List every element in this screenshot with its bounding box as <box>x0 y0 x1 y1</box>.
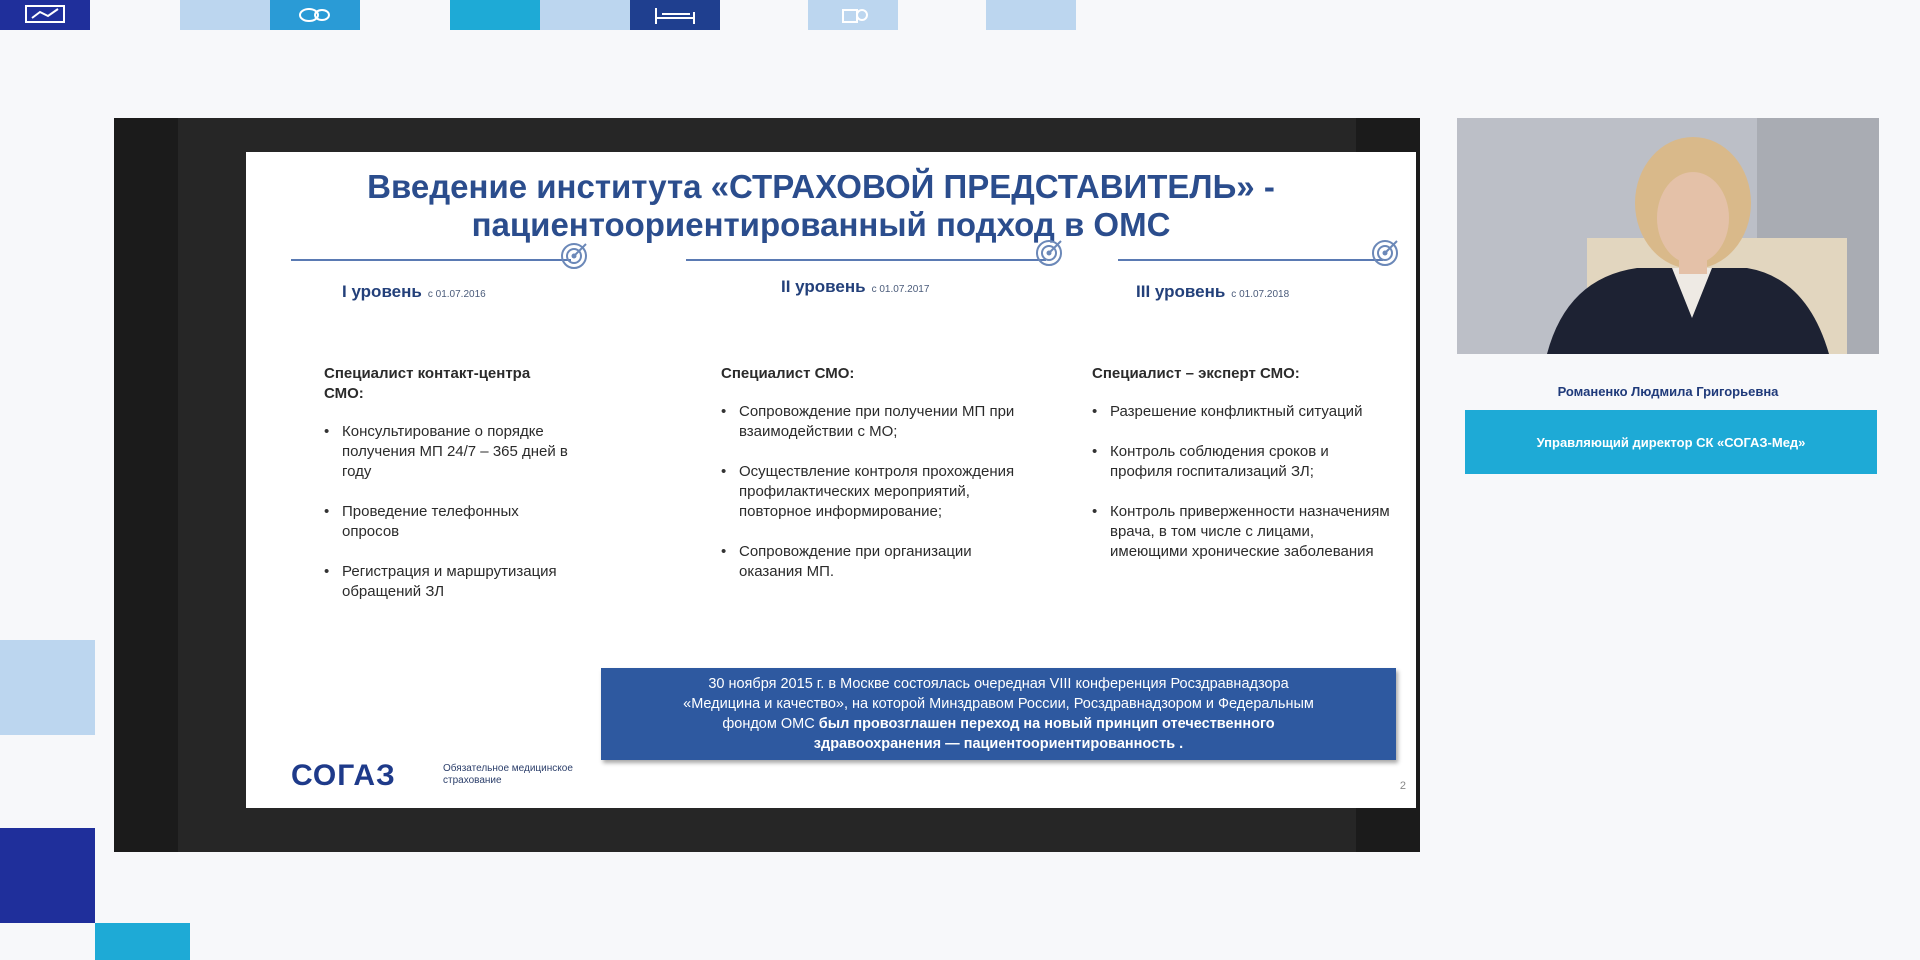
list-item: • Консультирование о порядке получения МП 24/7 – 365 дней в году <box>324 422 569 482</box>
column-specialist <box>721 364 1021 602</box>
notice-line-3-bold: был провозглашен переход на новый принцип отечественного <box>818 716 1275 732</box>
list-item: • Регистрация и маршрутизация обращений ЗЛ <box>324 562 569 602</box>
notice-line-3-regular: фондом ОМС <box>722 716 819 732</box>
slide-title-line-1: Введение института «СТРАХОВОЙ ПРЕДСТАВИТЕЛЬ» - <box>367 168 1275 205</box>
pills-icon <box>270 0 360 30</box>
list-item: • Контроль приверженности назначениям врача, в том числе с лицами, имеющими хронические заболевания <box>1092 502 1392 562</box>
presentation-slide <box>246 152 1416 808</box>
left-block-light <box>0 640 95 735</box>
list-item: • Разрешение конфликтный ситуаций <box>1092 402 1392 422</box>
level-1-name: I уровень <box>342 282 422 301</box>
speaker-name: Романенко Людмила Григорьевна <box>1557 384 1779 399</box>
speaker-video <box>1457 118 1879 354</box>
screen-share-area <box>178 118 1406 852</box>
speaker-role-box <box>1465 410 1877 474</box>
level-2-heading <box>781 277 929 297</box>
level-1-date: с 01.07.2016 <box>427 289 486 300</box>
hospital-bed-icon <box>630 0 720 30</box>
level-3-heading <box>1136 282 1289 302</box>
conference-notice-box <box>601 668 1396 760</box>
medicine-icon <box>808 0 898 30</box>
list-item: • Сопровождение при получении МП при взаимодействии с МО; <box>721 402 1021 442</box>
sogaz-logo: СОГАЗ <box>291 759 396 792</box>
top-block-8 <box>986 0 1076 30</box>
screen-share-frame <box>114 118 1420 852</box>
level-2-name: II уровень <box>781 277 866 296</box>
top-block-7 <box>808 0 898 30</box>
presentation-icon <box>0 0 90 30</box>
speaker-role: Управляющий директор СК «СОГАЗ-Мед» <box>1536 434 1806 450</box>
notice-line-3 <box>601 714 1396 734</box>
notice-line-2: «Медицина и качество», на которой Минздравом России, Росздравнадзором и Федеральным <box>683 696 1314 712</box>
level-1-heading <box>342 282 486 302</box>
level-2-date: с 01.07.2017 <box>871 284 930 295</box>
level-3-name: III уровень <box>1136 282 1226 301</box>
level-3-date: с 01.07.2018 <box>1231 289 1290 300</box>
top-block-1 <box>0 0 90 30</box>
column-expert <box>1092 364 1392 582</box>
notice-line-1: 30 ноября 2015 г. в Москве состоялась очередная VIII конференция Росздравнадзора <box>708 676 1289 692</box>
slide-title-line-2: пациентоориентированный подход в ОМС <box>471 206 1171 243</box>
speaker-avatar <box>1457 118 1879 354</box>
column-heading: Специалист контакт-центра СМО: <box>324 365 531 402</box>
separator-rule-2 <box>686 259 1046 261</box>
column-contact-center <box>324 364 569 622</box>
separator-rule-3 <box>1118 259 1383 261</box>
list-item: • Проведение телефонных опросов <box>324 502 569 542</box>
top-block-4 <box>450 0 540 30</box>
column-heading: Специалист СМО: <box>721 365 855 382</box>
list-item: • Контроль соблюдения сроков и профиля госпитализаций ЗЛ; <box>1092 442 1392 482</box>
separator-rule-1 <box>291 259 571 261</box>
left-block-cyan <box>95 923 190 960</box>
top-block-5 <box>540 0 630 30</box>
list-item: • Осуществление контроля прохождения профилактических мероприятий, повторное информирование; <box>721 462 1021 522</box>
target-icon <box>1034 238 1064 268</box>
slide-page-number: 2 <box>1399 780 1406 792</box>
slide-title <box>306 168 1336 244</box>
target-icon <box>559 241 589 271</box>
top-block-2 <box>180 0 270 30</box>
left-block-navy <box>0 828 95 923</box>
top-block-3 <box>270 0 360 30</box>
target-icon <box>1370 238 1400 268</box>
notice-line-4: здравоохранения — пациентоориентированность . <box>813 736 1184 752</box>
column-heading: Специалист – эксперт СМО: <box>1092 365 1300 382</box>
top-block-6 <box>630 0 720 30</box>
logo-subtitle: Обязательное медицинское страхование <box>443 763 573 786</box>
list-item: • Сопровождение при организации оказания МП. <box>721 542 1021 582</box>
